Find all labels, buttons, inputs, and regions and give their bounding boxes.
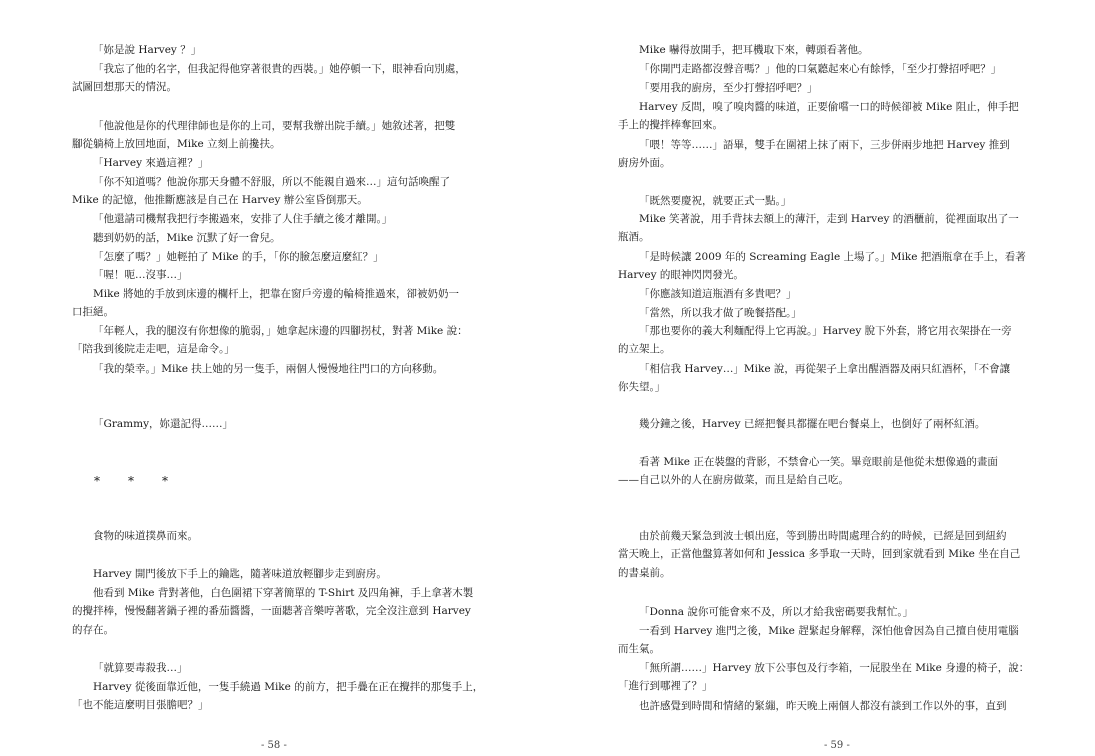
left-paragraph-7: 聽到奶奶的話，Mike 沉默了好一會兒。 — [93, 232, 281, 244]
right-page — [548, 0, 1095, 756]
right-paragraph-6: 「既然要慶祝，就要正式一點。」 — [639, 195, 792, 207]
left-paragraph-10: Mike 將她的手放到床邊的欄杆上，把靠在窗戶旁邊的輪椅推過來，卻被奶奶一 口拒絕。 — [72, 288, 460, 319]
left-paragraph-5: 「你不知道嗎？他說你那天身體不舒服，所以不能親自過來…」這句話喚醒了 Mike 的記憶，他推斷應該是自己在 Harvey 辦公室昏倒那天。 — [72, 176, 450, 207]
left-page — [0, 0, 547, 756]
left-paragraph-13: 「Grammy，妳還記得……」 — [93, 418, 234, 430]
left-paragraph-9: 「喔！呃…沒事…」 — [93, 269, 188, 281]
left-paragraph-12: 「我的榮幸。」Mike 扶上她的另一隻手，兩個人慢慢地往門口的方向移動。 — [93, 363, 444, 375]
left-paragraph-18: Harvey 從後面靠近他，一隻手繞過 Mike 的前方，把手疊在正在攪拌的那隻手上， 「也不能這麼明目張膽吧？」 — [72, 681, 484, 712]
right-paragraph-10: 「當然，所以我才做了晚餐搭配。」 — [639, 307, 802, 319]
page-number: - 58 - — [261, 740, 287, 751]
right-paragraph-14: 看著 Mike 正在裝盤的背影，不禁會心一笑。畢竟眼前是他從未想像過的畫面 ——自己以外的人在廚房做菜，而且是給自己吃。 — [618, 456, 998, 487]
left-paragraph-17: 「就算要毒殺我…」 — [93, 662, 188, 674]
right-paragraph-4: Harvey 反問，嗅了嗅肉醬的味道，正要偷嚐一口的時候卻被 Mike 阻止，伸手把 手上的攪拌棒奪回來。 — [618, 101, 1019, 132]
left-paragraph-14: 食物的味道撲鼻而來。 — [93, 530, 198, 542]
right-paragraph-11: 「那也要你的義大利麵配得上它再說。」Harvey 脫下外套，將它用衣架掛在一旁 的立架上。 — [618, 325, 1012, 356]
left-paragraph-6: 「他還請司機幫我把行李搬過來，安排了人住手續之後才離開。」 — [93, 213, 393, 225]
page-number: - 59 - — [824, 740, 850, 751]
left-paragraph-2: 「我忘了他的名字，但我記得他穿著很貴的西裝。」她停頓一下，眼神看向別處， 試圖回想那天的情況。 — [72, 63, 466, 94]
scene-break: * * * — [94, 474, 168, 488]
right-paragraph-3: 「要用我的廚房，至少打聲招呼吧？」 — [639, 82, 818, 94]
left-paragraph-16: 他看到 Mike 背對著他，白色圍裙下穿著簡單的 T-Shirt 及四角褲，手上拿著木製 的攪拌棒，慢慢翻著鍋子裡的番茄醬醬，一面聽著音樂哼著歌，完全沒注意到 Harvey 的存在。 — [72, 587, 474, 636]
left-paragraph-8: 「怎麼了嗎？」她輕拍了 Mike 的手，「你的臉怎麼這麼紅？」 — [93, 251, 384, 263]
left-paragraph-3: 「他說他是你的代理律師也是你的上司，要幫我辦出院手續。」她敘述著，把雙 腳從躺椅上放回地面，Mike 立刻上前攙扶。 — [72, 120, 456, 151]
right-paragraph-12: 「相信我 Harvey…」Mike 說，再從架子上拿出醒酒器及兩只紅酒杯，「不會讓 你失望。」 — [618, 363, 1011, 394]
right-paragraph-13: 幾分鐘之後，Harvey 已經把餐具都擺在吧台餐桌上，也倒好了兩杯紅酒。 — [639, 418, 986, 430]
right-paragraph-7: Mike 笑著說，用手背抹去額上的薄汗，走到 Harvey 的酒櫃前，從裡面取出了一 瓶酒。 — [618, 213, 1019, 244]
right-paragraph-17: 一看到 Harvey 進門之後，Mike 趕緊起身解釋，深怕他會因為自己擅自使用電腦 而生氣。 — [618, 625, 1019, 656]
right-paragraph-2: 「你開門走路都沒聲音嗎？」他的口氣聽起來心有餘悸，「至少打聲招呼吧？」 — [639, 63, 1002, 75]
right-paragraph-8: 「是時候讓 2009 年的 Screaming Eagle 上場了。」Mike 把酒瓶拿在手上，看著 Harvey 的眼神閃閃發光。 — [618, 251, 1026, 282]
right-paragraph-18: 「無所謂……」Harvey 放下公事包及行李箱，一屁股坐在 Mike 身邊的椅子，說： 「進行到哪裡了？」 — [618, 662, 1030, 693]
left-paragraph-15: Harvey 開門後放下手上的鑰匙，隨著味道放輕腳步走到廚房。 — [93, 568, 387, 580]
right-paragraph-19: 也許感覺到時間和情緒的緊繃，昨天晚上兩個人都沒有談到工作以外的事，直到 — [639, 700, 1007, 712]
right-paragraph-15: 由於前幾天緊急到波士頓出庭，等到勝出時間處理合約的時候，已經是回到紐約 當天晚上，正當他盤算著如何和 Jessica 多爭取一天時，回到家就看到 Mike 坐在自己 的書桌前。 — [618, 530, 1021, 579]
left-paragraph-11: 「年輕人，我的腿沒有你想像的脆弱，」她拿起床邊的四腳拐杖，對著 Mike 說： 「陪我到後院走走吧，這是命令。」 — [72, 325, 468, 356]
right-paragraph-5: 「喂！等等……」語畢，雙手在圍裙上抹了兩下，三步併兩步地把 Harvey 推到 廚房外面。 — [618, 139, 1010, 170]
right-paragraph-16: 「Donna 說你可能會來不及，所以才給我密碼要我幫忙。」 — [639, 606, 914, 618]
right-paragraph-1: Mike 嚇得放開手，把耳機取下來，轉頭看著他。 — [639, 44, 869, 56]
right-paragraph-9: 「你應該知道這瓶酒有多貴吧？」 — [639, 288, 797, 300]
left-paragraph-4: 「Harvey 來過這裡？」 — [93, 157, 209, 169]
left-paragraph-1: 「妳是說 Harvey ？」 — [93, 44, 202, 56]
